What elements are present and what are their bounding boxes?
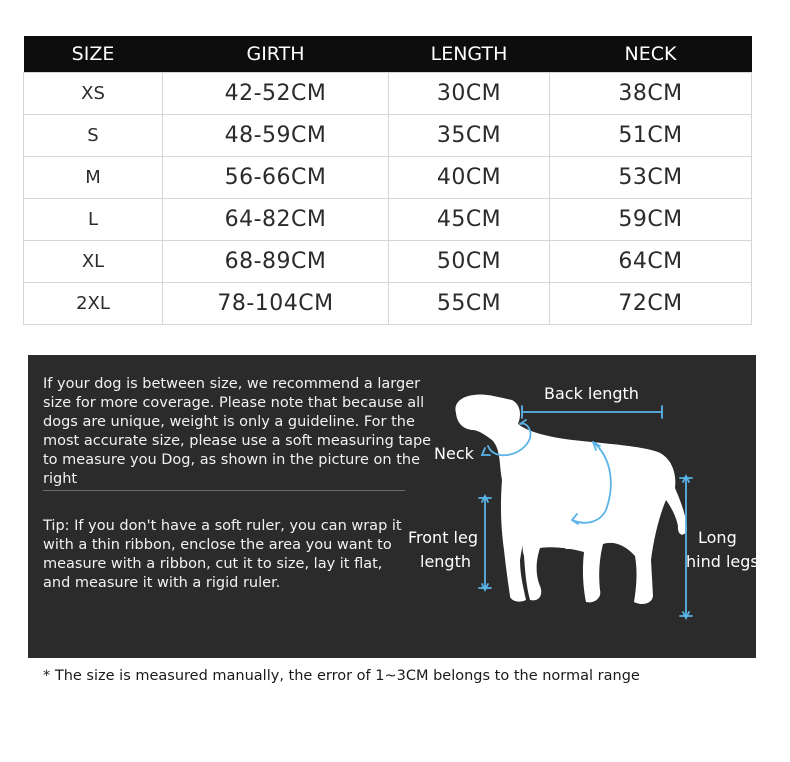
table-row — [24, 283, 752, 325]
header-size: SIZE — [24, 36, 163, 73]
girth-cell: 48-59CM — [163, 115, 389, 157]
front-leg-label-line1: Front leg — [408, 528, 478, 547]
size-cell: L — [24, 199, 163, 241]
table-row — [24, 157, 752, 199]
measuring-tip-text: Tip: If you don't have a soft ruler, you can wrap it with a thin ribbon, enclose the area you want to measure with a ribbon, cut it to size, lay it flat, and measure it with a rigid ruler. — [43, 518, 402, 591]
dog-measurement-diagram — [400, 360, 759, 652]
header-neck: NECK — [550, 36, 752, 73]
table-header-row — [24, 36, 752, 73]
back-length-label: Back length — [544, 384, 639, 403]
table-row — [24, 241, 752, 283]
hind-legs-label-line2: hind legs — [686, 552, 759, 571]
girth-cell: 78-104CM — [163, 283, 389, 325]
length-cell: 55CM — [389, 283, 550, 325]
size-cell: S — [24, 115, 163, 157]
neck-cell: 38CM — [550, 73, 752, 115]
size-cell: XS — [24, 73, 163, 115]
length-cell: 35CM — [389, 115, 550, 157]
length-cell: 45CM — [389, 199, 550, 241]
length-cell: 40CM — [389, 157, 550, 199]
size-cell: M — [24, 157, 163, 199]
neck-cell: 64CM — [550, 241, 752, 283]
neck-cell: 53CM — [550, 157, 752, 199]
header-girth: GIRTH — [163, 36, 389, 73]
girth-cell: 68-89CM — [163, 241, 389, 283]
neck-cell: 51CM — [550, 115, 752, 157]
size-cell: XL — [24, 241, 163, 283]
header-length: LENGTH — [389, 36, 550, 73]
neck-label: Neck — [434, 444, 474, 463]
girth-cell: 56-66CM — [163, 157, 389, 199]
length-cell: 50CM — [389, 241, 550, 283]
table-row — [24, 73, 752, 115]
table-row — [24, 115, 752, 157]
neck-cell: 72CM — [550, 283, 752, 325]
dog-silhouette — [455, 394, 687, 604]
girth-cell: 64-82CM — [163, 199, 389, 241]
size-cell: 2XL — [24, 283, 163, 325]
front-leg-label-line2: length — [420, 552, 471, 571]
neck-cell: 59CM — [550, 199, 752, 241]
divider — [43, 490, 405, 491]
hind-legs-label-line1: Long — [698, 528, 737, 547]
size-chart-table — [23, 36, 752, 325]
length-cell: 30CM — [389, 73, 550, 115]
measurement-footnote: * The size is measured manually, the error of 1~3CM belongs to the normal range — [43, 668, 640, 684]
table-row — [24, 199, 752, 241]
girth-cell: 42-52CM — [163, 73, 389, 115]
measuring-intro-text: If your dog is between size, we recommend a larger size for more coverage. Please note that because all dogs are unique, weight is only a guideline. For the most accurate size, please use a soft measuring tape to measure you Dog, as shown in the picture on the right — [43, 376, 432, 487]
bust-label: Bust — [564, 534, 600, 553]
